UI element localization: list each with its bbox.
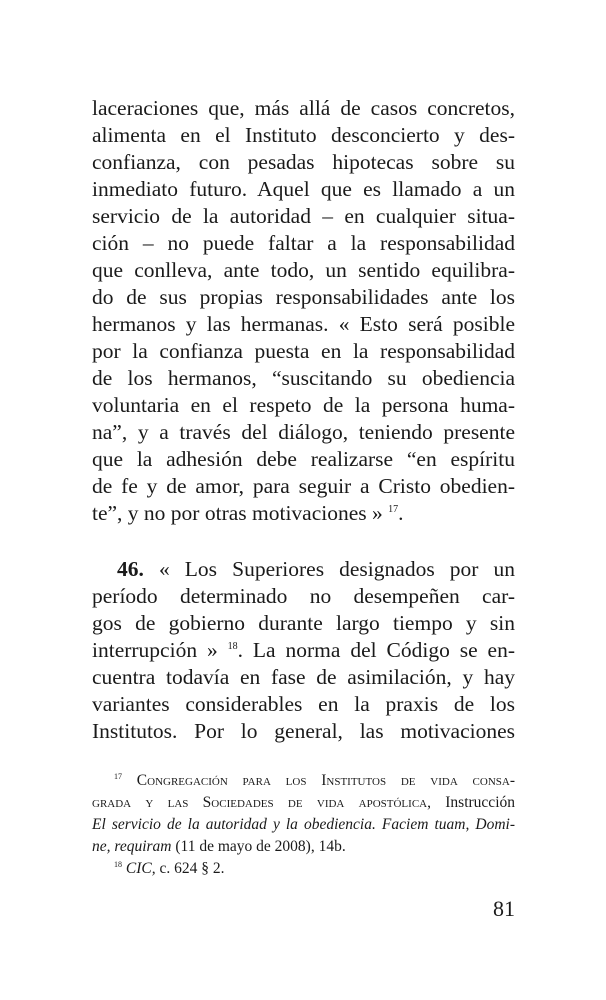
footnote-18-line bbox=[92, 858, 515, 880]
text-line: de fe y de amor, para seguir a Cristo obedien- bbox=[92, 474, 515, 498]
text-line: de los hermanos, “suscitando su obediencia bbox=[92, 366, 515, 390]
paragraph-number: 46. bbox=[117, 557, 144, 581]
text-line: na”, y a través del diálogo, teniendo presente bbox=[92, 420, 515, 444]
footnote-title: El servicio de la autoridad y la obediencia. Faciem tuam, Domi- bbox=[92, 816, 515, 833]
text-line: voluntaria en el respeto de la persona huma- bbox=[92, 393, 515, 417]
footnote-text: Instrucción bbox=[430, 794, 515, 811]
footnote-mark: 18 bbox=[114, 860, 122, 869]
text-line: alimenta en el Instituto desconcierto y des- bbox=[92, 123, 515, 147]
footnote-reference[interactable]: 18 bbox=[227, 641, 238, 652]
text-line: confianza, con pesadas hipotecas sobre su bbox=[92, 150, 515, 174]
text-line: do de sus propias responsabilidades ante los bbox=[92, 285, 515, 309]
text-line: Institutos. Por lo general, las motivaciones bbox=[92, 719, 515, 743]
text-line: que la adhesión debe realizarse “en espíritu bbox=[92, 447, 515, 471]
line-end: . bbox=[398, 501, 404, 525]
line-text: « Los Superiores designados por un bbox=[158, 557, 515, 581]
footnote-text: (11 de mayo de 2008), 14b. bbox=[171, 838, 346, 855]
footnote-text: c. 624 § 2. bbox=[155, 860, 225, 877]
page-number: 81 bbox=[493, 896, 515, 921]
footnote-title: ne, requiram bbox=[92, 838, 172, 855]
footnote-citation: CIC, bbox=[125, 860, 156, 877]
line-text: . La norma del Código se en- bbox=[237, 638, 515, 662]
paragraph-46 bbox=[92, 556, 515, 745]
footnote-17-line bbox=[92, 770, 515, 792]
text-line: servicio de la autoridad – en cualquier situa- bbox=[92, 204, 515, 228]
footnotes bbox=[92, 770, 515, 880]
footnote-17-line bbox=[92, 792, 515, 814]
footnote-text: Congregación para los Institutos de vida consa- bbox=[136, 772, 515, 789]
text-line-first bbox=[92, 556, 515, 583]
text-line: período determinado no desempeñen car- bbox=[92, 584, 515, 608]
text-line: inmediato futuro. Aquel que es llamado a un bbox=[92, 177, 515, 201]
footnote-reference[interactable]: 17 bbox=[388, 504, 399, 515]
paragraph-continued bbox=[92, 95, 515, 527]
text-line bbox=[92, 637, 515, 664]
text-line: hermanos y las hermanas. « Esto será posible bbox=[92, 312, 515, 336]
footnote-17-line bbox=[92, 836, 515, 858]
text-line: laceraciones que, más allá de casos concretos, bbox=[92, 96, 515, 120]
text-line: cuentra todavía en fase de asimilación, y hay bbox=[92, 665, 515, 689]
text-line: variantes considerables en la praxis de los bbox=[92, 692, 515, 716]
footnote-text: grada y las Sociedades de vida apostólica, bbox=[92, 794, 431, 811]
text-line-last bbox=[92, 500, 515, 527]
footnote-mark: 17 bbox=[114, 772, 122, 781]
text-line: ción – no puede faltar a la responsabilidad bbox=[92, 231, 515, 255]
line-text: te”, y no por otras motivaciones » bbox=[92, 501, 383, 525]
text-line: gos de gobierno durante largo tiempo y sin bbox=[92, 611, 515, 635]
text-line: que conlleva, ante todo, un sentido equilibra- bbox=[92, 258, 515, 282]
line-text: interrupción » bbox=[92, 638, 218, 662]
text-line: por la confianza puesta en la responsabilidad bbox=[92, 339, 515, 363]
footnote-17-line bbox=[92, 814, 515, 836]
